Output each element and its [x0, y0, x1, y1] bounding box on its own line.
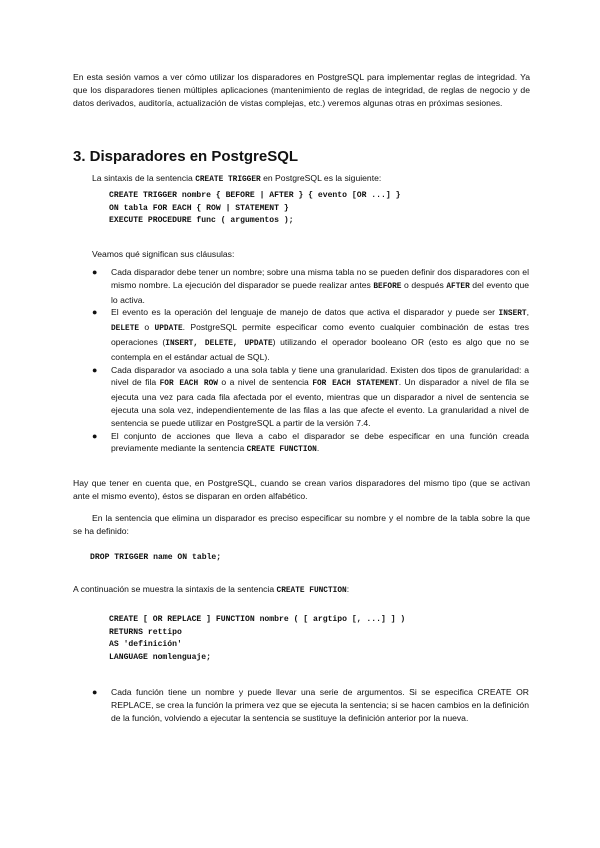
- code-line: ON tabla FOR EACH { ROW | STATEMENT }: [109, 203, 289, 213]
- function-intro-text-end: :: [346, 584, 350, 594]
- syntax-intro: [92, 172, 549, 187]
- syntax-intro-text-end: en PostgreSQL es la siguiente:: [260, 173, 382, 183]
- bullet-icon: ●: [92, 430, 98, 441]
- list-item: ● El evento es la operación del lenguaje de manejo de datos que activa el disparador y puede ser INSERT, DELETE o UPDATE. PostgreSQL permite especificar como evento cualquier combinación de estas tres operaciones (INSERT, DELETE, UPDATE) utilizando el operador booleano OR (esto es algo que no se contempla en el estándar actual de SQL).: [92, 307, 530, 362]
- clauses-list: [92, 266, 529, 457]
- list-item: ● El conjunto de acciones que lleva a cabo el disparador se debe especificar en una función creada previamente mediante la sentencia CREATE FUNCTION.: [92, 430, 529, 455]
- intro-paragraph: En esta sesión vamos a ver cómo utilizar los disparadores en PostgreSQL para implementar reglas de integridad. Ya que los disparadores tienen múltiples aplicaciones (mantenimiento de reglas de integridad, de reglas de negocio y de datos derivados, auditoría, actualización de vistas complejas, etc.) veremos algunas otras en próximas sesiones.: [73, 72, 530, 108]
- list-item: ● Cada función tiene un nombre y puede llevar una serie de argumentos. Si se especifica CREATE OR REPLACE, se crea la función la primera vez que se ejecuta la sentencia; si se hacen cambios en la definición de la función, volviendo a ejecutar la sentencia se sustituye la definición anterior por la nueva.: [92, 687, 529, 723]
- create-function-code: [109, 614, 566, 664]
- code-line: LANGUAGE nomlenguaje;: [109, 652, 211, 662]
- syntax-intro-text: La sintaxis de la sentencia: [92, 173, 196, 183]
- function-intro-text: A continuación se muestra la sintaxis de la sentencia: [73, 584, 277, 594]
- list-item: ● Cada disparador debe tener un nombre; sobre una misma tabla no se pueden definir dos disparadores con el mismo nombre. La ejecución del disparador se puede realizar antes BEFORE o después AFTER del evento que lo activa.: [92, 267, 530, 305]
- drop-intro-paragraph: En la sentencia que elimina un disparador es preciso especificar su nombre y el nombre de la tabla sobre la que se ha definido:: [73, 513, 530, 536]
- clauses-intro: Veamos qué significan sus cláusulas:: [92, 249, 235, 259]
- order-note-paragraph: Hay que tener en cuenta que, en PostgreSQL, cuando se crean varios disparadores del mismo tipo (que se activan ante el mismo evento), éstos se disparan en orden alfabético.: [73, 478, 530, 501]
- bullet-icon: ●: [92, 267, 98, 277]
- list-item: ● Cada disparador va asociado a una sola tabla y tiene una granularidad. Existen dos tipos de granularidad: a nivel de fila FOR EACH ROW o a nivel de sentencia FOR EACH STATEMENT. Un disparador a nivel de fila se ejecuta una vez para cada fila afectada por el evento, mientras que un disparador a nivel de sentencia se ejecuta una sola vez, independientemente de las filas a las que afecte el evento. La granularidad a nivel de sentencia se puede utilizar en PostgreSQL a partir de la versión 7.4.: [92, 364, 529, 428]
- function-list: [92, 686, 529, 724]
- bullet-icon: ●: [92, 364, 98, 375]
- code-line: RETURNS rettipo: [109, 627, 182, 637]
- code-line: CREATE TRIGGER nombre { BEFORE | AFTER } { evento [OR ...] }: [109, 191, 401, 200]
- create-trigger-code: [109, 190, 566, 228]
- bullet-icon: ●: [92, 307, 98, 318]
- bullet-icon: ●: [92, 687, 98, 697]
- section-title: 3. Disparadores en PostgreSQL: [73, 148, 299, 165]
- code-line: CREATE [ OR REPLACE ] FUNCTION nombre ( [ argtipo [, ...] ] ): [109, 615, 406, 624]
- code-line: EXECUTE PROCEDURE func ( argumentos );: [109, 216, 294, 226]
- drop-trigger-code: DROP TRIGGER name ON table;: [90, 553, 222, 562]
- function-intro-keyword: CREATE FUNCTION: [276, 587, 347, 595]
- syntax-intro-keyword: CREATE TRIGGER: [195, 176, 261, 184]
- code-line: AS 'definición': [109, 640, 182, 650]
- function-intro: [73, 583, 530, 598]
